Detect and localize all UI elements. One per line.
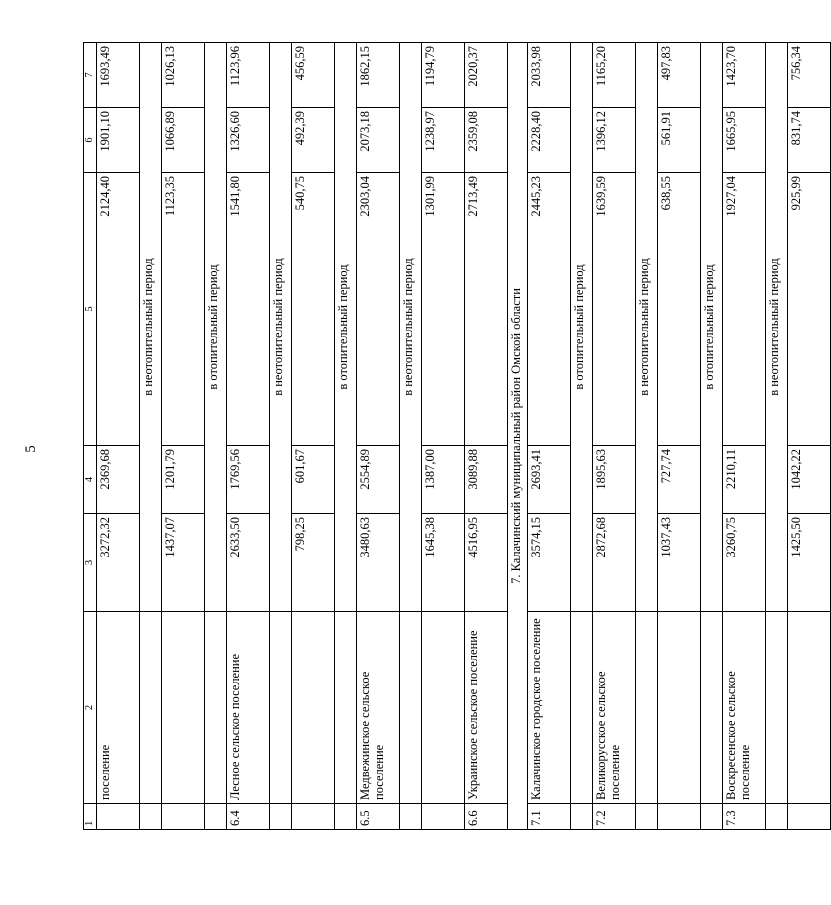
value-cell: 727,74 [658, 446, 701, 514]
value-cell: 2633,50 [227, 514, 270, 612]
value-cell: 1425,50 [788, 514, 831, 612]
value-cell: 798,25 [292, 514, 335, 612]
settlement-name-cell: Украинское сельское поселение [465, 612, 508, 804]
value-cell: 1645,38 [422, 514, 465, 612]
value-cell: 1665,95 [723, 108, 766, 173]
settlement-name-cell [788, 612, 831, 804]
value-cell: 540,75 [292, 173, 335, 446]
value-cell: 561,91 [658, 108, 701, 173]
blank-cell [571, 804, 593, 830]
period-label-cell: в отопительный период [335, 43, 357, 612]
value-cell: 2073,18 [357, 108, 400, 173]
value-cell: 831,74 [788, 108, 831, 173]
value-cell: 2228,40 [528, 108, 571, 173]
value-cell: 1639,59 [593, 173, 636, 446]
value-cell: 1396,12 [593, 108, 636, 173]
table-row [97, 43, 140, 830]
table-row [465, 43, 508, 830]
value-cell: 2303,04 [357, 173, 400, 446]
value-cell: 2713,49 [465, 173, 508, 446]
page-number: 5 [23, 445, 39, 453]
table-row [723, 43, 766, 830]
value-cell: 456,59 [292, 43, 335, 108]
value-cell: 2872,68 [593, 514, 636, 612]
period-row [571, 43, 593, 830]
period-row [335, 43, 357, 830]
value-cell: 1326,60 [227, 108, 270, 173]
blank-cell [140, 612, 162, 804]
header-cell: 3 [84, 514, 97, 612]
period-label-cell: в неотопительный период [636, 43, 658, 612]
period-row [766, 43, 788, 830]
table-row [658, 43, 701, 830]
row-number-cell [162, 804, 205, 830]
settlement-name-cell [422, 612, 465, 804]
value-cell: 1066,89 [162, 108, 205, 173]
period-label-cell: в неотопительный период [766, 43, 788, 612]
value-cell: 1437,07 [162, 514, 205, 612]
period-label-cell: в отопительный период [701, 43, 723, 612]
blank-cell [140, 804, 162, 830]
blank-cell [400, 612, 422, 804]
settlement-name-cell: Медвежинское сельское поселение [357, 612, 400, 804]
settlement-name-cell [658, 612, 701, 804]
period-row [636, 43, 658, 830]
value-cell: 497,83 [658, 43, 701, 108]
value-cell: 1693,49 [97, 43, 140, 108]
data-table [83, 42, 831, 830]
blank-cell [766, 804, 788, 830]
value-cell: 1387,00 [422, 446, 465, 514]
value-cell: 1194,79 [422, 43, 465, 108]
section-heading-cell: 7. Калачинский муниципальный район Омской области [508, 43, 528, 830]
settlement-name-cell: Лесное сельское поселение [227, 612, 270, 804]
value-cell: 3272,32 [97, 514, 140, 612]
value-cell: 492,39 [292, 108, 335, 173]
row-number-cell: 6.4 [227, 804, 270, 830]
value-cell: 2693,41 [528, 446, 571, 514]
value-cell: 1423,70 [723, 43, 766, 108]
table-row [593, 43, 636, 830]
section-row [508, 43, 528, 830]
row-number-cell: 6.5 [357, 804, 400, 830]
row-number-cell [422, 804, 465, 830]
value-cell: 1238,97 [422, 108, 465, 173]
settlement-name-cell: Калачинское городское поселение [528, 612, 571, 804]
header-cell: 4 [84, 446, 97, 514]
header-cell: 2 [84, 612, 97, 804]
period-label-cell: в неотопительный период [400, 43, 422, 612]
period-row [205, 43, 227, 830]
settlement-name-cell [292, 612, 335, 804]
period-row [270, 43, 292, 830]
row-number-cell: 7.1 [528, 804, 571, 830]
table-row [357, 43, 400, 830]
value-cell: 3089,88 [465, 446, 508, 514]
value-cell: 1123,35 [162, 173, 205, 446]
value-cell: 638,55 [658, 173, 701, 446]
value-cell: 2124,40 [97, 173, 140, 446]
value-cell: 3574,15 [528, 514, 571, 612]
value-cell: 756,34 [788, 43, 831, 108]
blank-cell [400, 804, 422, 830]
header-cell: 7 [84, 43, 97, 108]
table-row [788, 43, 831, 830]
period-row [400, 43, 422, 830]
value-cell: 925,99 [788, 173, 831, 446]
settlement-name-cell: Воскресенское сельское поселение [723, 612, 766, 804]
value-cell: 2359,08 [465, 108, 508, 173]
blank-cell [571, 612, 593, 804]
value-cell: 2033,98 [528, 43, 571, 108]
blank-cell [270, 804, 292, 830]
table-row [528, 43, 571, 830]
blank-cell [335, 804, 357, 830]
value-cell: 3480,63 [357, 514, 400, 612]
value-cell: 1301,99 [422, 173, 465, 446]
row-number-cell [97, 804, 140, 830]
value-cell: 1769,56 [227, 446, 270, 514]
header-cell: 6 [84, 108, 97, 173]
header-cell: 5 [84, 173, 97, 446]
row-number-cell: 6.6 [465, 804, 508, 830]
value-cell: 2369,68 [97, 446, 140, 514]
settlement-name-cell: Великорусское сельское поселение [593, 612, 636, 804]
value-cell: 2210,11 [723, 446, 766, 514]
value-cell: 1037,43 [658, 514, 701, 612]
table-row [227, 43, 270, 830]
table-row [422, 43, 465, 830]
period-row [140, 43, 162, 830]
value-cell: 1042,22 [788, 446, 831, 514]
value-cell: 1895,63 [593, 446, 636, 514]
header-row [84, 43, 97, 830]
blank-cell [766, 612, 788, 804]
value-cell: 4516,95 [465, 514, 508, 612]
value-cell: 2445,23 [528, 173, 571, 446]
blank-cell [205, 804, 227, 830]
value-cell: 1165,20 [593, 43, 636, 108]
period-label-cell: в неотопительный период [270, 43, 292, 612]
blank-cell [701, 612, 723, 804]
value-cell: 2554,89 [357, 446, 400, 514]
period-label-cell: в отопительный период [571, 43, 593, 612]
value-cell: 601,67 [292, 446, 335, 514]
value-cell: 1201,79 [162, 446, 205, 514]
value-cell: 2020,37 [465, 43, 508, 108]
blank-cell [335, 612, 357, 804]
value-cell: 1123,96 [227, 43, 270, 108]
value-cell: 3260,75 [723, 514, 766, 612]
table-row [292, 43, 335, 830]
settlement-name-cell: поселение [97, 612, 140, 804]
table-body [84, 43, 831, 830]
value-cell: 1026,13 [162, 43, 205, 108]
value-cell: 1862,15 [357, 43, 400, 108]
blank-cell [636, 612, 658, 804]
row-number-cell: 7.2 [593, 804, 636, 830]
row-number-cell [658, 804, 701, 830]
value-cell: 1901,10 [97, 108, 140, 173]
period-label-cell: в неотопительный период [140, 43, 162, 612]
settlement-name-cell [162, 612, 205, 804]
header-cell: 1 [84, 804, 97, 830]
row-number-cell [292, 804, 335, 830]
blank-cell [270, 612, 292, 804]
value-cell: 1541,80 [227, 173, 270, 446]
row-number-cell [788, 804, 831, 830]
rotated-table-wrapper [83, 43, 803, 830]
row-number-cell: 7.3 [723, 804, 766, 830]
period-row [701, 43, 723, 830]
blank-cell [701, 804, 723, 830]
blank-cell [636, 804, 658, 830]
period-label-cell: в отопительный период [205, 43, 227, 612]
value-cell: 1927,04 [723, 173, 766, 446]
blank-cell [205, 612, 227, 804]
table-row [162, 43, 205, 830]
